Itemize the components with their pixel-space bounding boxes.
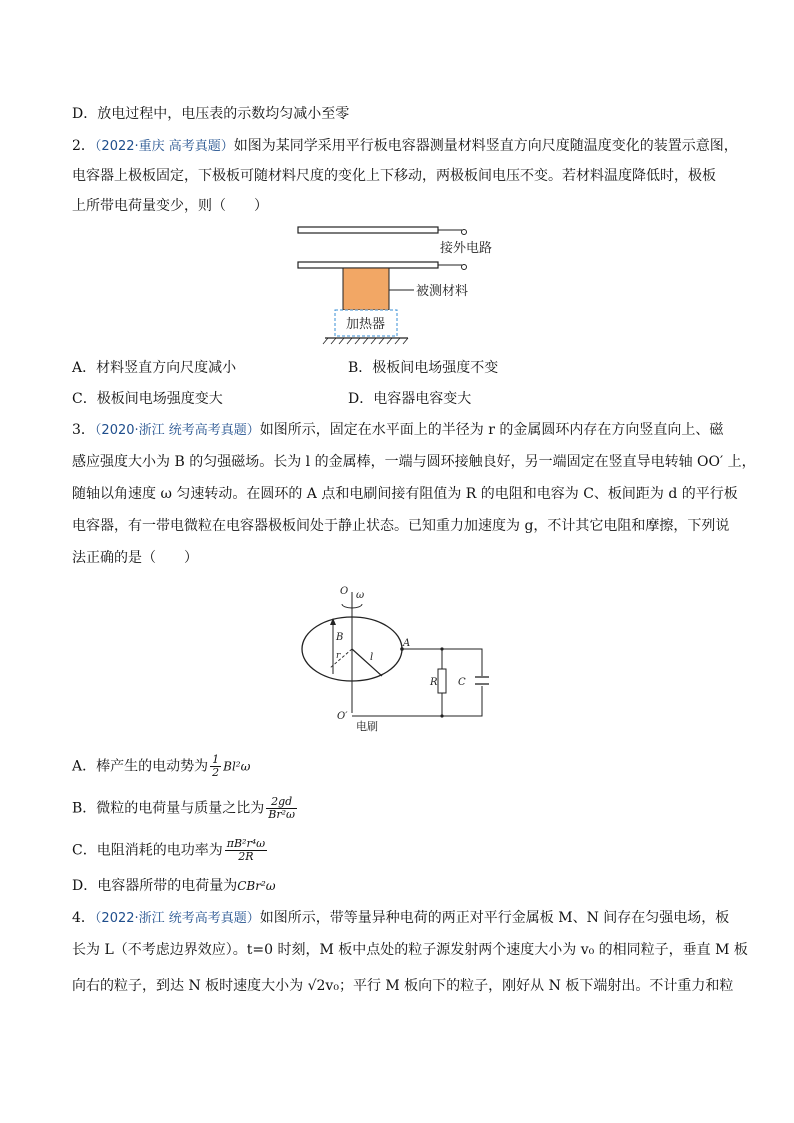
- material-block: [343, 268, 389, 310]
- q2-source-tag[interactable]: （2022·重庆 高考真题）: [94, 139, 234, 154]
- upper-plate: [298, 227, 438, 233]
- terminal-upper: [462, 230, 467, 235]
- q3-stem-line1: [72, 420, 723, 441]
- q3-option-d[interactable]: [72, 876, 276, 896]
- q2-stem-line3: 上所带电荷量变少，则（ ）: [72, 198, 268, 214]
- q3-a-denominator: 2: [212, 766, 220, 779]
- q3-c-denominator: 2R: [238, 850, 254, 863]
- q2-option-a[interactable]: A．材料竖直方向尺度减小: [72, 360, 237, 376]
- q2-option-c[interactable]: C．极板间电场强度变大: [72, 391, 223, 407]
- label-heater: 加热器: [346, 317, 386, 332]
- metal-rod: [352, 649, 382, 676]
- terminal-lower: [462, 265, 467, 270]
- q3-b-denominator: Br²ω: [268, 808, 296, 821]
- q3-stem-line4: 电容器，有一带电微粒在电容器极板间处于静止状态。已知重力加速度为 g，不计其它电阻和摩擦，下列说: [72, 518, 730, 534]
- resistor-R: [438, 669, 446, 693]
- q2-option-b[interactable]: B．极板间电场强度不变: [348, 360, 499, 376]
- q3-option-a[interactable]: [72, 754, 250, 779]
- q3-c-fraction: [225, 838, 267, 863]
- label-r: r: [336, 651, 341, 661]
- q2-text-1: 如图为某同学采用平行板电容器测量材料竖直方向尺度随温度变化的装置示意图，: [233, 138, 738, 154]
- q3-option-c[interactable]: [72, 838, 269, 863]
- q4-stem-line3: 向右的粒子，到达 N 板时速度大小为 √2v₀；平行 M 板向下的粒子，刚好从 N 板下端射出。不计重力和粒: [72, 978, 734, 994]
- label-brush: 电刷: [356, 720, 378, 733]
- q3-stem-line5: 法正确的是（ ）: [72, 550, 198, 566]
- q3-text-1: 如图所示，固定在水平面上的半径为 r 的金属圆环内存在方向竖直向上、磁: [259, 422, 724, 438]
- label-material: 被测材料: [416, 284, 469, 299]
- label-R: R: [430, 677, 438, 688]
- lower-plate: [298, 262, 438, 268]
- q3-d-formula: CBr²ω: [237, 879, 276, 893]
- q4-text-1: 如图所示，带等量异种电荷的两正对平行金属板 M、N 间存在匀强电场，板: [259, 910, 730, 926]
- q3-b-numerator: 2gd: [266, 796, 297, 809]
- q2-stem-line2: 电容器上极板固定，下极板可随材料尺度的变化上下移动，两极板间电压不变。若材料温度降低时，极板: [72, 168, 716, 184]
- q3-c-numerator: πB²r⁴ω: [226, 837, 266, 850]
- q3-a-formula: Bl²ω: [223, 759, 251, 774]
- label-B: B: [336, 632, 344, 643]
- q2-stem-line1: [72, 136, 738, 157]
- label-Oprime: O′: [337, 711, 348, 722]
- q1-option-d: D．放电过程中，电压表的示数均匀减小至零: [72, 106, 350, 122]
- q3-option-b[interactable]: [72, 796, 299, 821]
- label-A: A: [403, 638, 411, 649]
- label-circuit: 接外电路: [440, 241, 493, 256]
- q2-number: 2．: [72, 138, 95, 154]
- q2-figure: [290, 220, 520, 350]
- q2-option-d[interactable]: D．电容器电容变大: [348, 391, 472, 407]
- q3-figure: [290, 578, 500, 738]
- q3-source-tag[interactable]: （2020·浙江 统考高考真题）: [94, 423, 260, 438]
- q3-a-text: A．棒产生的电动势为: [72, 758, 209, 775]
- q3-d-text: D．电容器所带的电荷量为: [72, 878, 238, 894]
- q3-b-text: B．微粒的电荷量与质量之比为: [72, 800, 265, 817]
- q3-stem-line2: 感应强度大小为 B 的匀强磁场。长为 l 的金属棒，一端与圆环接触良好，另一端固定在竖直导电转轴 OO′ 上，: [72, 454, 756, 470]
- q4-stem-line1: [72, 908, 729, 929]
- q3-b-fraction: [266, 796, 297, 821]
- label-O: O: [340, 586, 349, 597]
- q4-number: 4．: [72, 910, 95, 926]
- q3-stem-line3: 随轴以角速度 ω 匀速转动。在圆环的 A 点和电刷间接有阻值为 R 的电阻和电容为 C、板间距为 d 的平行板: [72, 486, 738, 502]
- label-C: C: [458, 677, 466, 688]
- q3-c-text: C．电阻消耗的电功率为: [72, 842, 223, 859]
- q4-stem-line2: 长为 L（不考虑边界效应）。t=0 时刻，M 板中点处的粒子源发射两个速度大小为 v₀ 的相同粒子，垂直 M 板: [72, 942, 748, 958]
- q3-number: 3．: [72, 422, 95, 438]
- q4-source-tag[interactable]: （2022·浙江 统考高考真题）: [94, 911, 260, 926]
- label-l: l: [370, 652, 374, 663]
- q3-a-fraction: [210, 754, 221, 779]
- q3-a-numerator: 1: [212, 753, 220, 766]
- label-omega: ω: [356, 590, 365, 601]
